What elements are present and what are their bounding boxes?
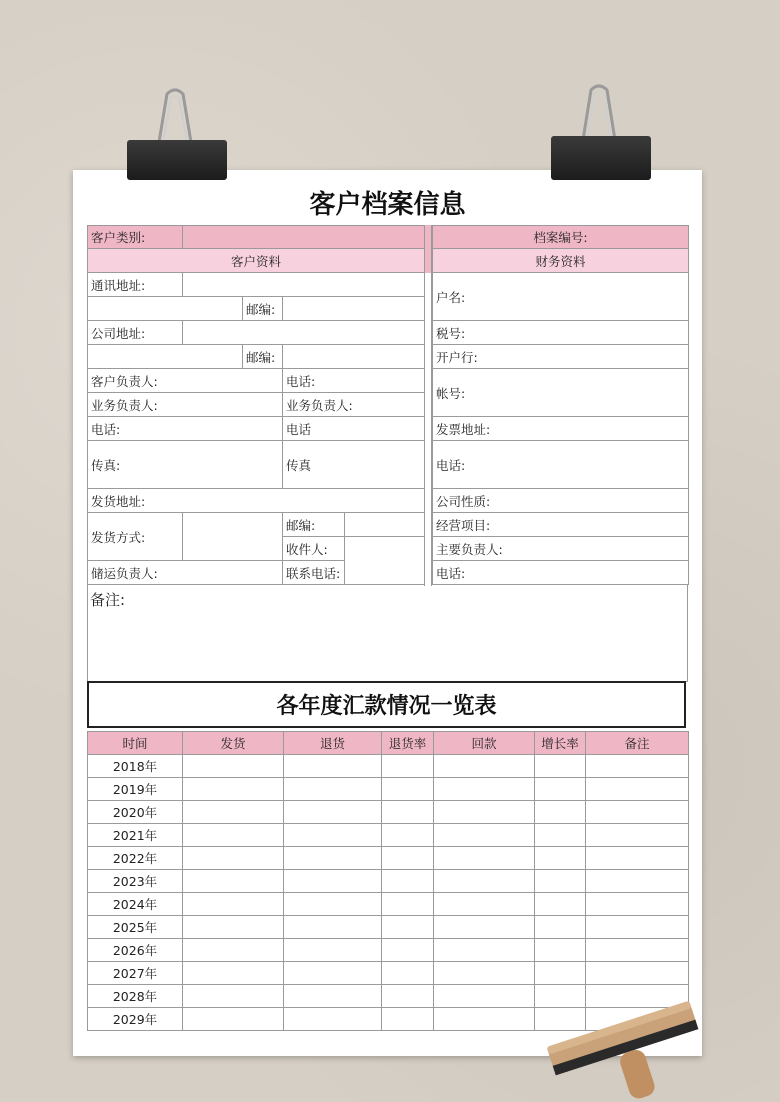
year-cell: 2020年 (88, 801, 183, 824)
postcode-value-1[interactable] (283, 297, 425, 321)
data-cell[interactable] (382, 962, 434, 985)
data-cell[interactable] (382, 1008, 434, 1031)
finance-phone-label: 电话: (433, 441, 689, 489)
data-cell[interactable] (284, 847, 382, 870)
remarks-label: 备注: (90, 591, 126, 609)
company-address-value[interactable] (183, 321, 425, 345)
bank-label: 开户行: (433, 345, 689, 369)
data-cell[interactable] (183, 824, 284, 847)
receiver-value[interactable] (345, 537, 425, 585)
data-cell[interactable] (382, 870, 434, 893)
data-cell[interactable] (586, 916, 689, 939)
column-divider (424, 225, 432, 586)
data-cell[interactable] (382, 847, 434, 870)
data-cell[interactable] (586, 962, 689, 985)
data-cell[interactable] (284, 801, 382, 824)
data-cell[interactable] (183, 778, 284, 801)
year-cell: 2028年 (88, 985, 183, 1008)
customer-info-header: 客户资料 (88, 249, 425, 273)
ship-method-label: 发货方式: (88, 513, 183, 561)
data-cell[interactable] (535, 939, 586, 962)
postcode-label-1: 邮编: (243, 297, 283, 321)
data-cell[interactable] (284, 1008, 382, 1031)
address-value-2[interactable] (88, 297, 243, 321)
wooden-stamp (545, 985, 715, 1102)
year-cell: 2021年 (88, 824, 183, 847)
data-cell[interactable] (586, 824, 689, 847)
business-items-label: 经营项目: (433, 513, 689, 537)
year-cell: 2025年 (88, 916, 183, 939)
finance-info-table (432, 225, 689, 585)
col-header-return-rate: 退货率 (382, 732, 434, 755)
data-cell[interactable] (183, 985, 284, 1008)
company-address-value-2[interactable] (88, 345, 243, 369)
data-cell[interactable] (183, 755, 284, 778)
invoice-address-label: 发票地址: (433, 417, 689, 441)
data-cell[interactable] (284, 985, 382, 1008)
table-row (88, 801, 689, 824)
table-row (88, 916, 689, 939)
finance-info-header: 财务资料 (433, 249, 689, 273)
data-cell[interactable] (284, 824, 382, 847)
data-cell[interactable] (434, 893, 535, 916)
data-cell[interactable] (535, 824, 586, 847)
address-label: 通讯地址: (88, 273, 183, 297)
data-cell[interactable] (535, 962, 586, 985)
year-cell: 2024年 (88, 893, 183, 916)
data-cell[interactable] (434, 755, 535, 778)
account-no-label: 帐号: (433, 369, 689, 417)
data-cell[interactable] (382, 939, 434, 962)
contact-phone-label: 联系电话: (283, 561, 345, 585)
fax-label-1: 传真: (88, 441, 283, 489)
data-cell[interactable] (284, 778, 382, 801)
data-cell[interactable] (382, 824, 434, 847)
company-nature-label: 公司性质: (433, 489, 689, 513)
data-cell[interactable] (434, 870, 535, 893)
address-value[interactable] (183, 273, 425, 297)
data-cell[interactable] (586, 847, 689, 870)
summary-title: 各年度汇款情况一览表 (87, 681, 686, 728)
data-cell[interactable] (535, 847, 586, 870)
postcode-label-2: 邮编: (243, 345, 283, 369)
postcode-value-3[interactable] (345, 513, 425, 537)
data-cell[interactable] (183, 939, 284, 962)
col-header-growth: 增长率 (535, 732, 586, 755)
postcode-label-3: 邮编: (283, 513, 345, 537)
data-cell[interactable] (535, 870, 586, 893)
company-address-label: 公司地址: (88, 321, 183, 345)
data-cell[interactable] (183, 893, 284, 916)
table-row (88, 893, 689, 916)
data-cell[interactable] (284, 939, 382, 962)
table-row (88, 962, 689, 985)
data-cell[interactable] (434, 962, 535, 985)
data-cell[interactable] (586, 939, 689, 962)
data-cell[interactable] (434, 985, 535, 1008)
phone-label-3: 电话 (283, 417, 425, 441)
data-cell[interactable] (434, 801, 535, 824)
data-cell[interactable] (382, 893, 434, 916)
col-header-payment: 回款 (434, 732, 535, 755)
data-cell[interactable] (183, 801, 284, 824)
table-row (88, 824, 689, 847)
year-cell: 2019年 (88, 778, 183, 801)
year-cell: 2029年 (88, 1008, 183, 1031)
storage-manager-label: 储运负责人: (88, 561, 283, 585)
data-cell[interactable] (284, 755, 382, 778)
data-cell[interactable] (535, 916, 586, 939)
data-cell[interactable] (183, 916, 284, 939)
ship-address-label: 发货地址: (88, 489, 425, 513)
data-cell[interactable] (535, 778, 586, 801)
data-cell[interactable] (183, 847, 284, 870)
receiver-label: 收件人: (283, 537, 345, 561)
data-cell[interactable] (434, 824, 535, 847)
data-cell[interactable] (434, 916, 535, 939)
postcode-value-2[interactable] (283, 345, 425, 369)
year-cell: 2026年 (88, 939, 183, 962)
fax-label-2: 传真 (283, 441, 425, 489)
phone-label-2: 电话: (88, 417, 283, 441)
col-header-notes: 备注 (586, 732, 689, 755)
data-cell[interactable] (183, 962, 284, 985)
page-title: 客户档案信息 (309, 190, 466, 220)
data-cell[interactable] (183, 1008, 284, 1031)
account-name-label: 户名: (433, 273, 689, 321)
remarks-box[interactable] (87, 585, 688, 682)
data-cell[interactable] (382, 916, 434, 939)
customer-type-label: 客户类别: (88, 226, 183, 249)
data-cell[interactable] (284, 916, 382, 939)
data-cell[interactable] (586, 801, 689, 824)
business-manager-label: 业务负责人: (88, 393, 283, 417)
data-cell[interactable] (535, 801, 586, 824)
main-manager-label: 主要负责人: (433, 537, 689, 561)
data-cell[interactable] (183, 870, 284, 893)
phone-label-1: 电话: (283, 369, 425, 393)
archive-no-label: 档案编号: (433, 226, 689, 249)
col-header-time: 时间 (88, 732, 183, 755)
col-header-shipment: 发货 (183, 732, 284, 755)
data-cell[interactable] (434, 847, 535, 870)
data-cell[interactable] (586, 778, 689, 801)
data-cell[interactable] (586, 893, 689, 916)
business-manager-label-2: 业务负责人: (283, 393, 425, 417)
customer-type-value[interactable] (183, 226, 425, 249)
data-cell[interactable] (434, 778, 535, 801)
data-cell[interactable] (284, 962, 382, 985)
year-cell: 2023年 (88, 870, 183, 893)
year-cell: 2027年 (88, 962, 183, 985)
data-cell[interactable] (434, 1008, 535, 1031)
table-row (88, 778, 689, 801)
customer-info-table (87, 225, 425, 585)
data-cell[interactable] (382, 755, 434, 778)
data-cell[interactable] (382, 801, 434, 824)
data-cell[interactable] (382, 778, 434, 801)
finance-phone-last-label: 电话: (433, 561, 689, 585)
data-cell[interactable] (535, 755, 586, 778)
col-header-returns: 退货 (284, 732, 382, 755)
table-row (88, 847, 689, 870)
data-cell[interactable] (284, 870, 382, 893)
year-cell: 2022年 (88, 847, 183, 870)
data-cell[interactable] (586, 870, 689, 893)
data-cell[interactable] (434, 939, 535, 962)
data-cell[interactable] (382, 985, 434, 1008)
table-row (88, 870, 689, 893)
ship-method-value[interactable] (183, 513, 283, 561)
data-cell[interactable] (535, 893, 586, 916)
tax-no-label: 税号: (433, 321, 689, 345)
table-row (88, 939, 689, 962)
table-row (88, 755, 689, 778)
data-cell[interactable] (586, 755, 689, 778)
customer-manager-label: 客户负责人: (88, 369, 283, 393)
data-cell[interactable] (284, 893, 382, 916)
year-cell: 2018年 (88, 755, 183, 778)
